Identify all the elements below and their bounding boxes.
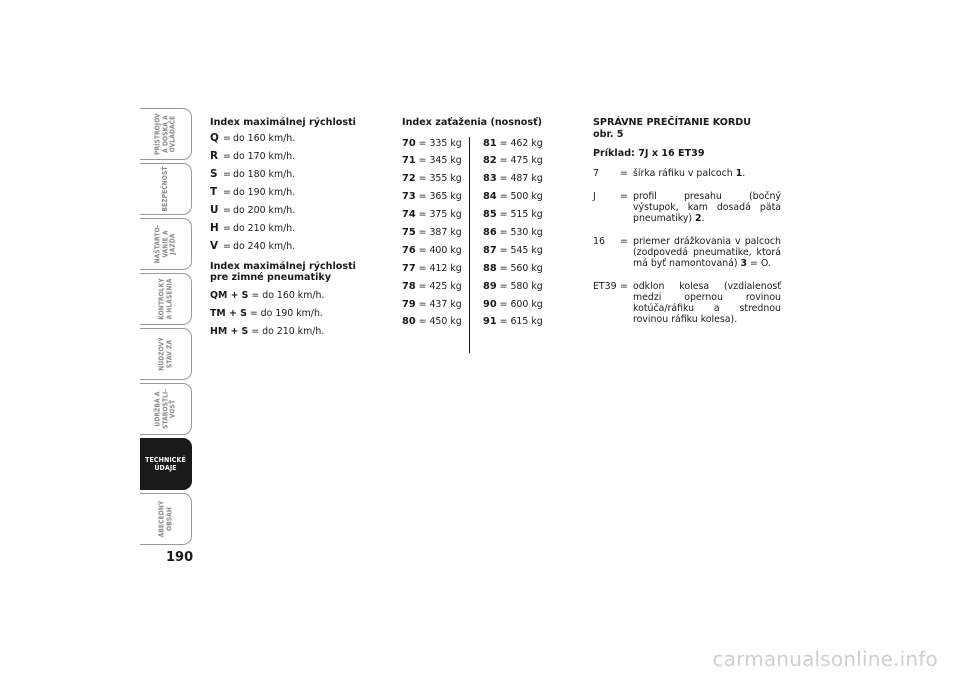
speed-value: do 200 km/h.: [233, 204, 296, 216]
speed-key: T: [210, 185, 218, 198]
load-value: = 615 kg: [499, 316, 543, 328]
column-divider: [469, 137, 470, 353]
load-key: 80: [402, 316, 416, 328]
speed-value: do 240 km/h.: [233, 240, 296, 252]
load-key: 74: [402, 209, 416, 221]
tab-label: PRÍSTROJOV Á DOSKA A OVLÁDAČE: [153, 113, 177, 155]
load-row: [483, 152, 543, 170]
speed-row: [210, 201, 370, 219]
load-index-section: [402, 117, 552, 328]
equals: =: [223, 168, 231, 180]
load-key: 87: [483, 244, 497, 256]
chapter-tabs: [140, 108, 192, 548]
equals: =: [620, 235, 628, 247]
speed-key: V: [210, 239, 219, 252]
load-column-left: [402, 135, 462, 332]
load-value: = 560 kg: [499, 262, 543, 274]
speed-row: [210, 219, 370, 237]
definition-text: [633, 236, 781, 269]
definition-text: [633, 191, 781, 224]
tab-label: NAŠTARTO- VANIE A JAZDA: [153, 224, 177, 264]
load-row: [483, 278, 543, 296]
winter-title-line-1: Index maximálnej rýchlosti: [210, 260, 356, 272]
definition-value: odklon kolesa (vzdialenosť medzi opernou rovinou kotúča/ráfiku a strednou rovinou ráfiku kolesa).: [633, 280, 781, 325]
load-key: 75: [402, 226, 416, 238]
definition-value: profil presahu (bočný výstupok, kam dosadá päta pneumatiky): [633, 190, 781, 224]
watermark: carmanualsonline.info: [712, 647, 938, 671]
definition-key: ET39: [593, 280, 617, 292]
load-value: = 365 kg: [418, 191, 462, 203]
speed-key: H: [210, 221, 219, 234]
load-value: = 580 kg: [499, 280, 543, 292]
load-key: 83: [483, 173, 497, 185]
winter-row: [210, 323, 370, 341]
load-key: 82: [483, 155, 497, 167]
load-key: 72: [402, 173, 416, 185]
load-row: [483, 260, 543, 278]
load-row: [402, 152, 462, 170]
definition-row: [593, 168, 781, 179]
load-key: 86: [483, 226, 497, 238]
load-value: = 450 kg: [418, 316, 462, 328]
load-row: [483, 313, 543, 331]
load-row: [483, 224, 543, 242]
speed-value: do 170 km/h.: [233, 150, 296, 162]
load-value: = 345 kg: [418, 155, 462, 167]
load-index-title: Index zaťaženia (nosnosť): [402, 117, 543, 128]
load-value: = 462 kg: [499, 137, 543, 149]
load-value: = 387 kg: [418, 226, 462, 238]
tab-label: ÚDRŽBA A STAROSTLI- VOSŤ: [153, 389, 177, 429]
load-row: [402, 188, 462, 206]
tab-pristrojova-doska[interactable]: [140, 108, 192, 160]
figure-ref: 3: [740, 257, 748, 269]
load-value: = 375 kg: [418, 209, 462, 221]
load-value: = 475 kg: [499, 155, 543, 167]
load-row: [402, 242, 462, 260]
load-row: [402, 206, 462, 224]
speed-key: S: [210, 167, 218, 180]
load-value: = 437 kg: [418, 298, 462, 310]
load-row: [483, 135, 543, 153]
tab-label: NÚDZOVÝ STAV ZA: [156, 337, 173, 371]
load-value: = 600 kg: [499, 298, 543, 310]
load-row: [483, 242, 543, 260]
equals: =: [620, 190, 628, 202]
load-value: = 545 kg: [499, 244, 543, 256]
tab-label: TECHNICKÉ ÚDAJE: [145, 456, 186, 472]
load-row: [402, 296, 462, 314]
definition-row: [593, 281, 781, 325]
load-value: = 500 kg: [499, 191, 543, 203]
definition-key: 16: [593, 235, 605, 247]
winter-key: HM + S: [210, 325, 249, 337]
equals: =: [620, 167, 628, 179]
tab-kontrolky[interactable]: [140, 273, 192, 325]
load-key: 84: [483, 191, 497, 203]
load-key: 81: [483, 137, 497, 149]
tab-label: ABECEDNÝ OBSAH: [156, 500, 173, 538]
load-key: 91: [483, 316, 497, 328]
load-row: [402, 170, 462, 188]
tab-technicke-udaje[interactable]: [140, 438, 192, 490]
speed-key: R: [210, 149, 219, 162]
speed-row: [210, 129, 370, 147]
definition-text: [633, 168, 781, 179]
winter-value: = do 210 km/h.: [251, 325, 325, 337]
rim-marking-section: [593, 117, 781, 325]
load-key: 76: [402, 244, 416, 256]
equals: =: [223, 204, 231, 216]
tab-nastartovanie[interactable]: [140, 218, 192, 270]
winter-value: = do 160 km/h.: [251, 289, 325, 301]
rim-title-line-2: obr. 5: [593, 128, 624, 140]
load-column-right: [483, 135, 543, 332]
tab-udrzba[interactable]: [140, 383, 192, 435]
equals: =: [223, 240, 231, 252]
definition-tail: .: [742, 167, 746, 179]
definition-tail: .: [701, 212, 705, 224]
load-row: [402, 224, 462, 242]
equals: =: [620, 280, 628, 292]
winter-title-line-2: pre zimné pneumatiky: [210, 272, 332, 283]
load-key: 88: [483, 262, 497, 274]
definition-value: šírka ráfiku v palcoch: [633, 167, 733, 179]
definition-tail: = O.: [747, 257, 771, 269]
winter-row: [210, 287, 370, 305]
rim-example: Príklad: 7J x 16 ET39: [593, 148, 705, 159]
load-value: = 425 kg: [418, 280, 462, 292]
load-value: = 487 kg: [499, 173, 543, 185]
page-number: 190: [166, 550, 194, 565]
winter-row: [210, 305, 370, 323]
load-row: [483, 188, 543, 206]
load-key: 71: [402, 155, 416, 167]
figure-ref: 2: [695, 212, 702, 224]
load-value: = 515 kg: [499, 209, 543, 221]
speed-key: Q: [210, 131, 219, 144]
load-key: 90: [483, 298, 497, 310]
load-key: 89: [483, 280, 497, 292]
speed-row: [210, 147, 370, 165]
speed-value: do 190 km/h.: [233, 186, 296, 198]
winter-speed-title: [210, 261, 370, 284]
load-key: 73: [402, 191, 416, 203]
definition-row: [593, 191, 781, 224]
load-value: = 412 kg: [418, 262, 462, 274]
equals: =: [223, 150, 231, 162]
load-row: [402, 135, 462, 153]
load-value: = 530 kg: [499, 226, 543, 238]
definition-key: J: [593, 190, 596, 202]
load-value: = 400 kg: [418, 244, 462, 256]
equals: =: [223, 132, 231, 144]
definition-value: priemer drážkovania v palcoch (zodpovedá pneumatike, ktorá má byť namontovaná): [633, 235, 781, 269]
load-key: 78: [402, 280, 416, 292]
winter-key: QM + S: [210, 289, 249, 301]
tab-nudzovy-stav[interactable]: [140, 328, 192, 380]
load-key: 79: [402, 298, 416, 310]
winter-value: = do 190 km/h.: [249, 307, 323, 319]
load-key: 70: [402, 137, 416, 149]
speed-value: do 160 km/h.: [233, 132, 296, 144]
definition-text: [633, 281, 781, 325]
equals: =: [223, 186, 231, 198]
definition-key: 7: [593, 167, 599, 179]
tab-label: BEZPEČNOSŤ: [160, 166, 169, 212]
definition-row: [593, 236, 781, 269]
load-row: [402, 260, 462, 278]
tab-bezpecnost[interactable]: [140, 163, 192, 215]
speed-value: do 180 km/h.: [233, 168, 296, 180]
load-key: 85: [483, 209, 497, 221]
figure-ref: 1: [735, 167, 743, 179]
equals: =: [223, 222, 231, 234]
load-key: 77: [402, 262, 416, 274]
rim-marking-title: [593, 117, 781, 140]
load-value: = 335 kg: [418, 137, 462, 149]
rim-title-line-1: SPRÁVNE PREČÍTANIE KORDU: [593, 117, 752, 128]
load-value: = 355 kg: [418, 173, 462, 185]
speed-row: [210, 237, 370, 255]
speed-row: [210, 165, 370, 183]
speed-row: [210, 183, 370, 201]
load-row: [483, 296, 543, 314]
speed-value: do 210 km/h.: [233, 222, 296, 234]
tab-abecedny-obsah[interactable]: [140, 493, 192, 545]
tab-label: KONTROLKY A HLÁSENIA: [156, 278, 173, 320]
speed-index-section: [210, 117, 370, 341]
load-row: [402, 313, 462, 331]
winter-key: TM + S: [210, 307, 247, 319]
speed-index-title: Index maximálnej rýchlosti: [210, 117, 356, 128]
load-row: [483, 170, 543, 188]
load-row: [483, 206, 543, 224]
speed-key: U: [210, 203, 219, 216]
load-row: [402, 278, 462, 296]
